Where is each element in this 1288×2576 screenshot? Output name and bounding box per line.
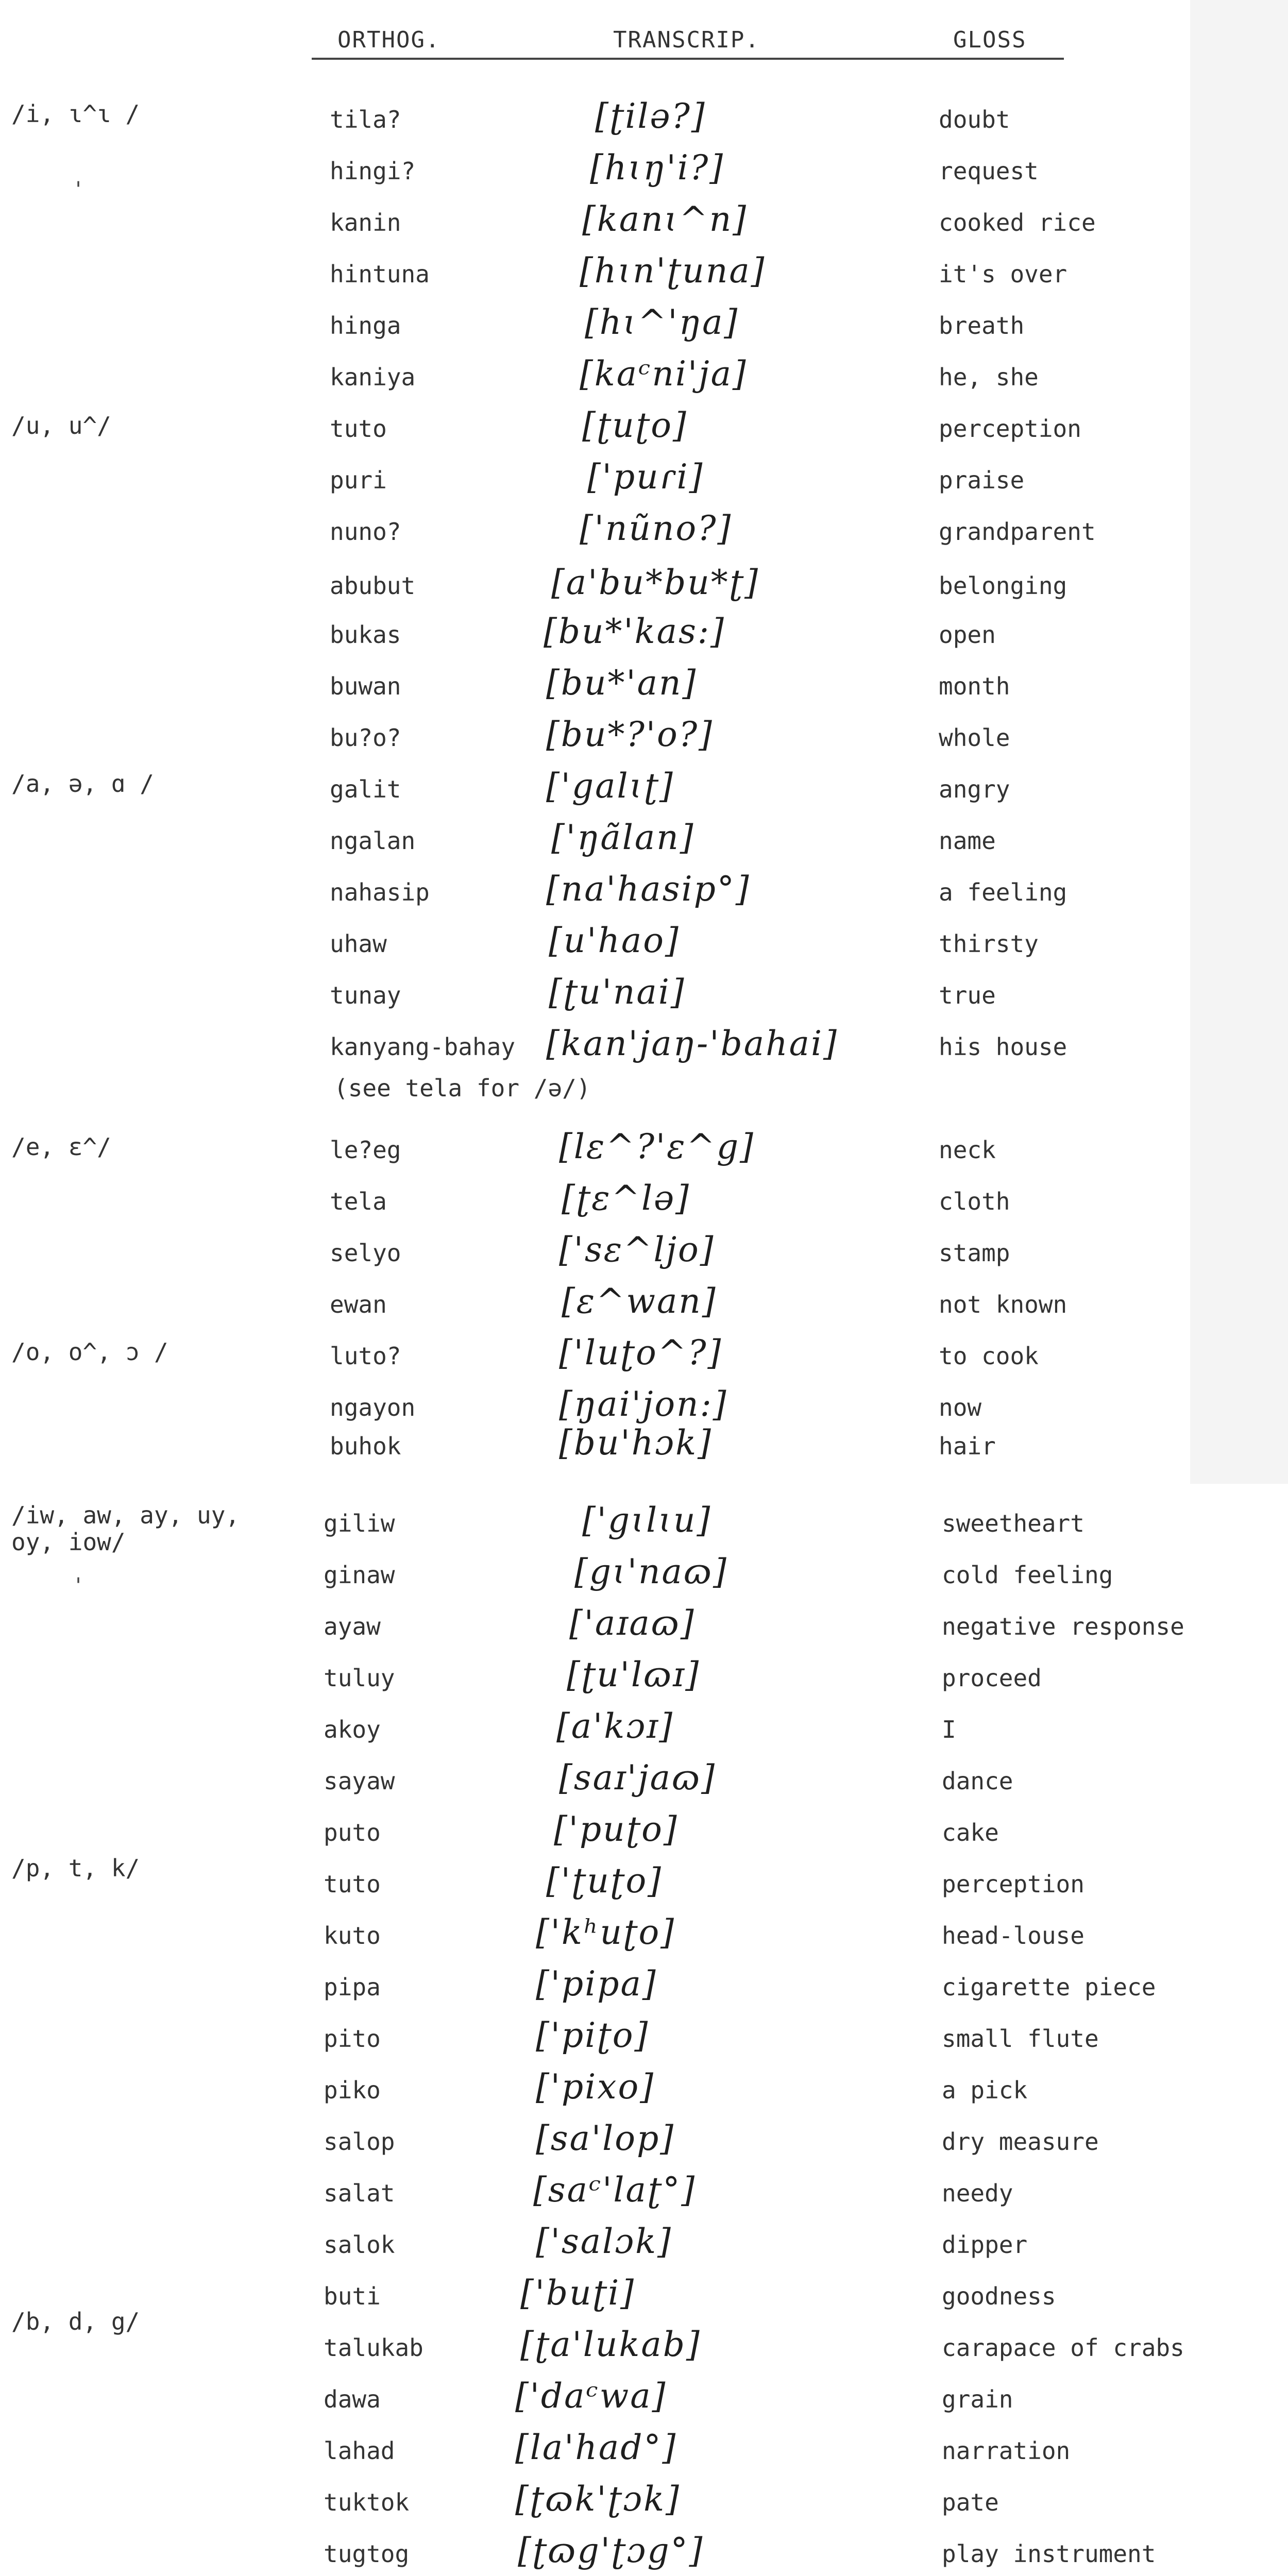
orthography-word: kanin [330, 209, 401, 236]
phonetic-transcription: [saᶜ'laʈ°] [533, 2170, 697, 2210]
orthography-word: tuto [324, 1870, 381, 1898]
orthography-word: tuktok [324, 2488, 410, 2516]
orthography-word: nuno? [330, 518, 401, 546]
orthography-word: buti [324, 2282, 381, 2310]
gloss-text: whole [939, 724, 1010, 752]
orthography-word: tila? [330, 106, 401, 133]
gloss-text: cigarette piece [942, 1973, 1156, 2001]
orthography-word: tuluy [324, 1664, 395, 1692]
phonetic-transcription: ['ʈuʈo] [546, 1861, 663, 1901]
phonetic-transcription: ['piʈo] [536, 2015, 650, 2055]
orthography-word: akoy [324, 1716, 381, 1743]
orthography-word: tugtog [324, 2540, 410, 2568]
phonetic-transcription: [a'bu*bu*ʈ] [551, 563, 760, 602]
orthography-word: ginaw [324, 1561, 395, 1589]
phonetic-transcription: [bu*?'o?] [546, 715, 714, 754]
gloss-text: stamp [939, 1239, 1010, 1267]
gloss-text: belonging [939, 572, 1067, 600]
group-label-e: /e, ɛ^/ [11, 1133, 111, 1161]
gloss-text: now [939, 1394, 982, 1421]
phonetic-transcription: [hɩŋ'i?] [590, 148, 725, 188]
phonetic-transcription: [kan'jaŋ-'bahai] [546, 1024, 838, 1063]
orthography-word: puri [330, 466, 387, 494]
phonetic-transcription: [ʈilə?] [595, 96, 706, 136]
gloss-text: to cook [939, 1342, 1039, 1370]
orthography-word: pipa [324, 1973, 381, 2001]
phonetic-transcription: ['salɔk] [536, 2222, 672, 2261]
phonetic-transcription: [bu'hɔk] [559, 1423, 713, 1463]
orthography-word: ayaw [324, 1613, 381, 1640]
orthography-word: salop [324, 2128, 395, 2156]
gloss-text: negative response [942, 1613, 1184, 1640]
gloss-text: small flute [942, 2025, 1099, 2053]
orthography-word: galit [330, 775, 401, 803]
phonetic-transcription: [ʈuʈo] [582, 405, 688, 445]
stray-mark: ' [72, 1574, 85, 1598]
gloss-text: head-louse [942, 1922, 1084, 1950]
phonetic-transcription: ['gɩlɩu] [582, 1500, 712, 1540]
orthography-word: le?eg [330, 1136, 401, 1164]
phonetic-transcription: ['pipa] [536, 1964, 657, 2004]
scan-shadow-edge [1190, 0, 1288, 1484]
orthography-word: pito [324, 2025, 381, 2053]
phonetic-transcription: [bu*'kas:] [544, 612, 725, 651]
gloss-text: carapace of crabs [942, 2334, 1184, 2362]
phonetic-transcription: ['galɩʈ] [546, 766, 674, 806]
phonetic-transcription: [a'kɔɪ] [556, 1706, 674, 1746]
orthography-word: abubut [330, 572, 416, 600]
group-label-i: /i, ɩ^ɩ / [11, 100, 140, 128]
gloss-text: neck [939, 1136, 996, 1164]
header-orthog: ORTHOG. [337, 27, 440, 53]
gloss-text: pate [942, 2488, 999, 2516]
orthography-word: tuto [330, 415, 387, 443]
orthography-word: luto? [330, 1342, 401, 1370]
orthography-word: lahad [324, 2437, 395, 2465]
gloss-text: breath [939, 312, 1025, 340]
phonetic-transcription: ['buʈi] [520, 2273, 636, 2313]
gloss-text: a pick [942, 2076, 1028, 2104]
phonetic-transcription: [ʈu'lɷɪ] [567, 1655, 701, 1694]
phonetic-transcription: [ɛ^wan] [562, 1281, 717, 1321]
gloss-text: dipper [942, 2231, 1028, 2259]
gloss-text: cold feeling [942, 1561, 1113, 1589]
orthography-word: kuto [324, 1922, 381, 1950]
gloss-text: a feeling [939, 878, 1067, 906]
gloss-text: perception [939, 415, 1081, 443]
phonetic-transcription: [ʈa'lukab] [520, 2325, 701, 2364]
gloss-text: dry measure [942, 2128, 1099, 2156]
phonetic-transcription: [sa'lop] [536, 2119, 675, 2158]
phonetic-transcription: [hɩ^'ŋa] [585, 302, 739, 342]
phonetic-transcription: ['nũno?] [580, 509, 733, 548]
phonetic-transcription: ['pixo] [536, 2067, 655, 2107]
group-label-bdg: /b, d, g/ [11, 2308, 140, 2335]
group-label-a: /a, ə, ɑ / [11, 770, 154, 798]
gloss-text: not known [939, 1291, 1067, 1318]
group-label-ptk: /p, t, k/ [11, 1854, 140, 1882]
gloss-text: play instrument [942, 2540, 1156, 2568]
gloss-text: request [939, 157, 1039, 185]
gloss-text: goodness [942, 2282, 1056, 2310]
phonetic-transcription: ['puʈo] [554, 1809, 679, 1849]
orthography-word: buhok [330, 1432, 401, 1460]
orthography-word: salat [324, 2179, 395, 2207]
orthography-word: kanyang-bahay [330, 1033, 516, 1061]
phonetic-transcription: [gɩ'naɷ] [574, 1552, 728, 1591]
phonetic-transcription: [ʈɛ^lə] [562, 1178, 690, 1218]
gloss-text: he, she [939, 363, 1039, 391]
header-gloss: GLOSS [953, 27, 1027, 53]
gloss-text: name [939, 827, 996, 855]
gloss-text: grandparent [939, 518, 1096, 546]
orthography-word: ewan [330, 1291, 387, 1318]
phonetic-transcription: [ʈɷk'ʈɔk] [515, 2479, 681, 2519]
orthography-word: giliw [324, 1510, 395, 1537]
phonetic-transcription: [bu*'an] [546, 663, 698, 703]
stray-mark: ' [72, 178, 85, 201]
phonetic-transcription: [hɩn'ʈuna] [580, 251, 766, 291]
gloss-text: open [939, 621, 996, 649]
note-see-tela: (see tela for /ə/) [334, 1074, 591, 1102]
phonetic-transcription: [lɛ^?'ɛ^g] [559, 1127, 755, 1166]
gloss-text: it's over [939, 260, 1067, 288]
phonetic-transcription: ['kʰuʈo] [536, 1912, 675, 1952]
orthography-word: piko [324, 2076, 381, 2104]
orthography-word: puto [324, 1819, 381, 1846]
orthography-word: salok [324, 2231, 395, 2259]
gloss-text: hair [939, 1432, 996, 1460]
phonetic-transcription: [la'had°] [515, 2428, 677, 2467]
orthography-word: tela [330, 1188, 387, 1215]
orthography-word: talukab [324, 2334, 423, 2362]
orthography-word: nahasip [330, 878, 430, 906]
orthography-word: bukas [330, 621, 401, 649]
phonetic-transcription: ['ŋãlan] [551, 818, 695, 857]
group-label-diphthongs: /iw, aw, ay, uy, oy, iow/ [11, 1501, 240, 1556]
gloss-text: needy [942, 2179, 1013, 2207]
gloss-text: I [942, 1716, 956, 1743]
gloss-text: angry [939, 775, 1010, 803]
gloss-text: narration [942, 2437, 1071, 2465]
orthography-word: hintuna [330, 260, 430, 288]
phonetic-transcription: ['sɛ^ljo] [559, 1230, 715, 1269]
gloss-text: praise [939, 466, 1025, 494]
header-underline [312, 58, 1064, 60]
orthography-word: uhaw [330, 930, 387, 958]
gloss-text: dance [942, 1767, 1013, 1795]
orthography-word: selyo [330, 1239, 401, 1267]
orthography-word: ngayon [330, 1394, 416, 1421]
orthography-word: bu?o? [330, 724, 401, 752]
gloss-text: perception [942, 1870, 1084, 1898]
orthography-word: sayaw [324, 1767, 395, 1795]
gloss-text: cake [942, 1819, 999, 1846]
gloss-text: proceed [942, 1664, 1042, 1692]
gloss-text: doubt [939, 106, 1010, 133]
phonetic-transcription: [na'hasip°] [546, 869, 751, 909]
phonetic-transcription: [ŋai'jon:] [559, 1384, 728, 1424]
orthography-word: ngalan [330, 827, 416, 855]
phonetic-transcription: [kaᶜni'ja] [580, 354, 748, 394]
gloss-text: grain [942, 2385, 1013, 2413]
phonetic-transcription: [saɪ'jaɷ] [559, 1758, 716, 1798]
orthography-word: hinga [330, 312, 401, 340]
orthography-word: tunay [330, 981, 401, 1009]
gloss-text: month [939, 672, 1010, 700]
header-transcrip: TRANSCRIP. [613, 27, 760, 53]
orthography-word: dawa [324, 2385, 381, 2413]
orthography-word: kaniya [330, 363, 416, 391]
phonetic-transcription: [kanɩ^n] [582, 199, 748, 239]
phonetic-transcription: [u'hao] [549, 921, 680, 960]
phonetic-transcription: ['puɾi] [587, 457, 704, 497]
phonetic-transcription: [ʈɷg'ʈɔg°] [518, 2531, 704, 2570]
group-label-u: /u, u^/ [11, 412, 111, 439]
group-label-o: /o, o^, ɔ / [11, 1338, 168, 1366]
orthography-word: hingi? [330, 157, 416, 185]
gloss-text: sweetheart [942, 1510, 1084, 1537]
phonetic-transcription: ['daᶜwa] [515, 2376, 667, 2416]
gloss-text: thirsty [939, 930, 1039, 958]
gloss-text: his house [939, 1033, 1067, 1061]
gloss-text: cloth [939, 1188, 1010, 1215]
gloss-text: cooked rice [939, 209, 1096, 236]
phonetic-transcription: ['aɪaɷ] [569, 1603, 696, 1643]
phonetic-transcription: [ʈu'nai] [549, 972, 686, 1012]
gloss-text: true [939, 981, 996, 1009]
phonetic-transcription: ['luʈo^?] [559, 1333, 723, 1372]
orthography-word: buwan [330, 672, 401, 700]
